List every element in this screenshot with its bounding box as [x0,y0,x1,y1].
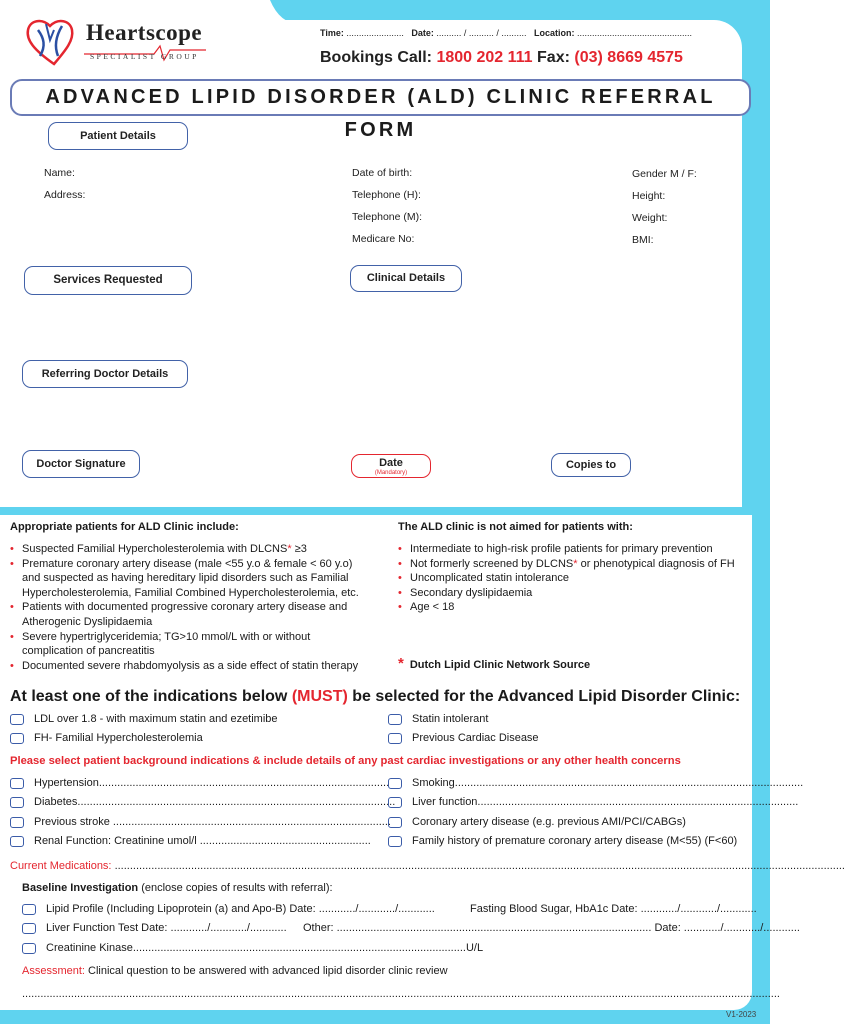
fax-number: (03) 8669 4575 [574,49,683,66]
lipid-profile-label: Lipid Profile (Including Lipoprotein (a) and Apo-B) Date: ............/............/............ [46,903,435,915]
current-medications-field[interactable] [10,860,845,872]
not-aimed-item-5: • Age < 18 [398,600,768,615]
date-label: Date: [411,28,434,38]
background-smoking[interactable] [388,777,803,789]
assessment-field[interactable]: ........................................................................................................................................................................................................................................................ [22,988,780,1000]
bmi-field[interactable]: BMI: [632,234,654,246]
indication-statin-label: Statin intolerant [412,713,489,725]
baseline-lipid-profile[interactable] [22,903,435,915]
medications-label: Current Medications: [10,860,112,872]
clinical-details-header: Clinical Details [350,265,462,292]
assessment-text: Clinical question to be answered with advanced lipid disorder clinic review [84,965,448,977]
liver-test-label: Liver Function Test Date: ............/............/............ [46,922,287,934]
not-aimed-item-4: • Secondary dyslipidaemia [398,586,768,601]
baseline-creatinine-kinase[interactable] [22,942,483,954]
smoking-label: Smoking.................................................................................................................. [412,777,804,789]
checkbox[interactable] [22,943,36,954]
baseline-heading [22,882,333,894]
fasting-blood-sugar-field[interactable]: Fasting Blood Sugar, HbA1c Date: ............/............/............ [470,903,757,915]
services-requested-header: Services Requested [24,266,192,295]
background-liver-function[interactable] [388,796,798,808]
checkbox[interactable] [10,714,24,725]
liver-label: Liver function......................................................................................................... [412,796,799,808]
baseline-note: (enclose copies of results with referral): [138,882,333,894]
time-field[interactable]: ....................... [346,28,404,38]
appropriate-item-2 [10,557,390,601]
indication-ldl[interactable] [10,713,278,725]
baseline-label: Baseline Investigation [22,882,139,894]
indications-heading-pre: At least one of the indications below [10,688,292,705]
checkbox[interactable] [22,923,36,934]
source-star: * [398,655,404,672]
logo-subtitle: SPECIALIST GROUP [90,52,199,61]
dlcns-star: * [287,543,292,555]
telephone-mobile-field[interactable]: Telephone (M): [352,211,423,223]
appropriate-item-1-text: Suspected Familial Hypercholesterolemia with DLCNS [22,543,288,555]
checkbox[interactable] [388,817,402,828]
appropriate-patients-heading: Appropriate patients for ALD Clinic include: [10,521,239,533]
indications-heading [10,688,740,706]
gender-field[interactable]: Gender M / F: [632,168,697,180]
appropriate-item-4 [10,630,390,659]
background-previous-stroke[interactable] [10,816,391,828]
medicare-field[interactable]: Medicare No: [352,233,415,245]
weight-field[interactable]: Weight: [632,212,668,224]
appropriate-item-4-line-2: complication of pancreatitis [22,645,155,658]
not-aimed-heading: The ALD clinic is not aimed for patients with: [398,521,633,533]
not-aimed-item-3: • Uncomplicated statin intolerance [398,571,768,586]
appropriate-patients-list [10,542,390,673]
checkbox[interactable] [22,904,36,915]
indication-previous-cardiac[interactable] [388,732,539,744]
location-field[interactable]: .............................................. [576,28,693,38]
appropriate-item-3-line-1: • Patients with documented progressive coronary artery disease and [22,601,348,614]
appropriate-item-1-score: ≥3 [291,543,307,555]
form-version: V1-2023 [726,1010,757,1019]
appropriate-item-4-line-1: • Severe hypertriglyceridemia; TG>10 mmol/L with or without [22,630,311,643]
not-aimed-item-1: • Intermediate to high-risk profile patients for primary prevention [398,542,768,557]
copies-to-header: Copies to [551,453,631,477]
dob-field[interactable]: Date of birth: [352,167,413,179]
family-history-label: Family history of premature coronary artery disease (M<55) (F<60) [412,835,738,847]
not-aimed-item-2 [398,557,768,572]
dutch-lipid-source [398,655,590,672]
location-label: Location: [533,28,575,38]
form-title-text: ADVANCED LIPID DISORDER (ALD) CLINIC REFERRAL FORM [45,86,716,141]
checkbox[interactable] [388,714,402,725]
date-field[interactable]: .......... / .......... / .......... [436,28,527,38]
background-coronary-artery[interactable] [388,816,686,828]
telephone-home-field[interactable]: Telephone (H): [352,189,421,201]
appropriate-item-3-line-2: Atherogenic Dyslipidaemia [22,615,153,628]
indication-statin-intolerant[interactable] [388,713,488,725]
doctor-signature-header: Doctor Signature [22,450,140,478]
patient-details-header: Patient Details [48,122,188,150]
background-diabetes[interactable] [10,796,395,808]
date-mandatory-header [351,454,431,478]
hypertension-label: Hypertension............................................................................................... [34,777,390,789]
indication-fh[interactable] [10,732,203,744]
background-heading: Please select patient background indications & include details of any past cardiac investigations or any other health concerns [10,755,681,767]
source-text: Dutch Lipid Clinic Network Source [409,659,591,671]
background-family-history[interactable] [388,835,737,847]
referring-doctor-header: Referring Doctor Details [22,360,188,388]
time-date-location-line [320,28,692,38]
fax-label: Fax: [537,49,570,66]
indications-heading-post: be selected for the Advanced Lipid Disorder Clinic: [347,688,741,705]
checkbox[interactable] [388,733,402,744]
checkbox[interactable] [388,836,402,847]
background-renal-function[interactable] [10,835,371,847]
indications-heading-must: (MUST) [291,688,348,705]
indication-ldl-label: LDL over 1.8 - with maximum statin and ezetimibe [34,713,278,725]
background-hypertension[interactable] [10,777,389,789]
renal-label: Renal Function: Creatinine umol/l ........................................................ [34,835,371,847]
baseline-liver-function-test[interactable] [22,922,287,934]
height-field[interactable]: Height: [632,190,666,202]
bookings-line [320,49,683,67]
diabetes-label: Diabetes........................................................................................................ [34,796,396,808]
not-aimed-list [398,542,768,615]
checkbox[interactable] [388,778,402,789]
appropriate-item-5 [10,659,390,674]
time-label: Time: [320,28,344,38]
creatinine-kinase-label: Creatinine Kinase.............................................................................................................U/L [46,942,484,954]
bookings-label: Bookings Call: [320,49,433,66]
other-test-field[interactable]: Other: ....................................................................................................... Date: ............/............/............ [303,922,800,934]
checkbox[interactable] [388,797,402,808]
assessment-line [22,965,448,977]
not-aimed-item-2-text: Not formerly screened by DLCNS [410,557,574,570]
mandatory-note: (Mandatory) [374,470,408,476]
coronary-label: Coronary artery disease (e.g. previous AMI/PCI/CABGs) [412,816,686,828]
bookings-phone: 1800 202 111 [436,49,533,66]
indication-fh-label: FH- Familial Hypercholesterolemia [34,732,203,744]
checkbox[interactable] [10,797,24,808]
not-aimed-item-2-tail: or phenotypical diagnosis of FH [577,557,735,570]
checkbox[interactable] [10,836,24,847]
date-header-label: Date [379,457,403,469]
appropriate-item-3 [10,600,390,629]
logo-name: Heartscope [86,20,203,45]
appropriate-item-2-line-2: and suspected as having hereditary lipid disorders such as Familial [22,572,349,585]
checkbox[interactable] [10,733,24,744]
checkbox[interactable] [10,817,24,828]
name-field[interactable]: Name: [44,167,75,179]
appropriate-item-5-text: Documented severe rhabdomyolysis as a side effect of statin therapy [22,659,359,672]
appropriate-item-2-line-3: Hypercholesterolemia, Familial Combined Hypercholesterolemia, etc. [22,586,359,599]
indication-cardiac-label: Previous Cardiac Disease [412,732,539,744]
checkbox[interactable] [10,778,24,789]
medications-blank[interactable]: ............................................................................................................................................................................................................................................... [114,860,845,872]
assessment-label: Assessment: [22,965,85,977]
appropriate-item-1 [10,542,390,557]
stroke-label: Previous stroke ........................................................................................... [34,816,391,828]
heartscope-logo [24,16,214,72]
dlcns-star-2: * [573,557,578,570]
appropriate-item-2-line-1: • Premature coronary artery disease (male <55 y.o & female < 60 y.o) [22,557,353,570]
address-field[interactable]: Address: [44,189,86,201]
